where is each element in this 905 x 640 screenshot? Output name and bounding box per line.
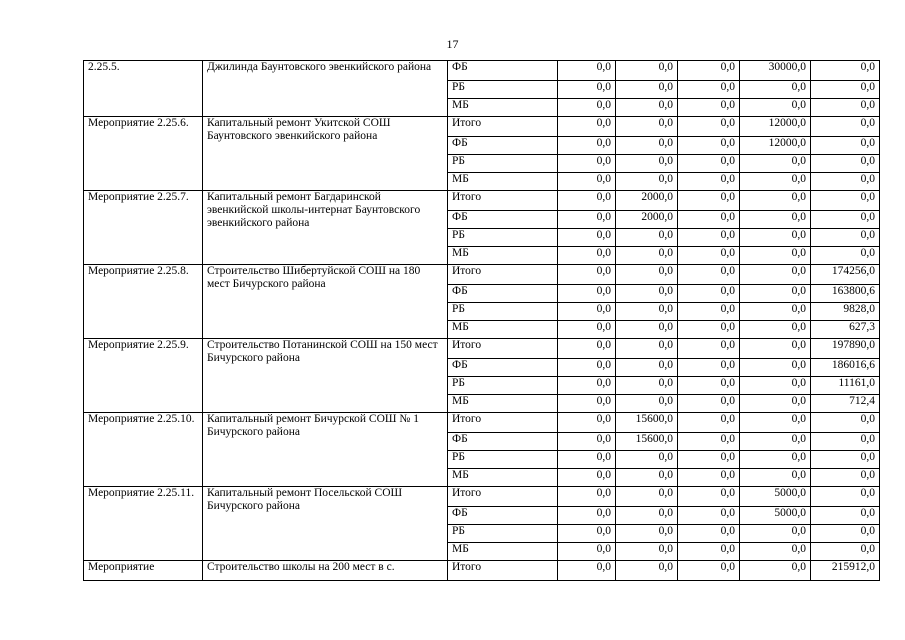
amount-cell: 0,0 bbox=[740, 359, 811, 377]
amount-cell: 0,0 bbox=[558, 117, 616, 137]
table-row bbox=[84, 413, 880, 433]
amount-cell: 0,0 bbox=[740, 339, 811, 359]
amount-cell: 0,0 bbox=[678, 359, 740, 377]
amount-cell: 0,0 bbox=[616, 285, 678, 303]
funding-source: РБ bbox=[448, 81, 558, 99]
amount-cell: 0,0 bbox=[616, 265, 678, 285]
amount-cell: 0,0 bbox=[558, 543, 616, 561]
amount-cell: 0,0 bbox=[558, 303, 616, 321]
amount-cell: 0,0 bbox=[616, 451, 678, 469]
activity-name: Строительство школы на 200 мест в с. bbox=[203, 561, 448, 581]
amount-cell: 0,0 bbox=[558, 507, 616, 525]
amount-cell: 627,3 bbox=[811, 321, 880, 339]
funding-source: МБ bbox=[448, 247, 558, 265]
funding-source: Итого bbox=[448, 487, 558, 507]
activity-code: 2.25.5. bbox=[84, 61, 203, 117]
activity-code: Мероприятие 2.25.11. bbox=[84, 487, 203, 561]
funding-source: МБ bbox=[448, 543, 558, 561]
funding-source: ФБ bbox=[448, 507, 558, 525]
amount-cell: 0,0 bbox=[678, 81, 740, 99]
funding-source: РБ bbox=[448, 229, 558, 247]
activity-name: Капитальный ремонт Багдаринской эвенкийской школы-интернат Баунтовского эвенкийского района bbox=[203, 191, 448, 265]
amount-cell: 0,0 bbox=[616, 61, 678, 81]
amount-cell: 0,0 bbox=[616, 525, 678, 543]
amount-cell: 0,0 bbox=[740, 377, 811, 395]
amount-cell: 186016,6 bbox=[811, 359, 880, 377]
funding-source: МБ bbox=[448, 99, 558, 117]
amount-cell: 0,0 bbox=[678, 561, 740, 581]
amount-cell: 0,0 bbox=[678, 469, 740, 487]
table-body bbox=[84, 61, 880, 581]
table-row bbox=[84, 61, 880, 81]
amount-cell: 0,0 bbox=[616, 117, 678, 137]
funding-source: РБ bbox=[448, 155, 558, 173]
activity-name: Строительство Потанинской СОШ на 150 мест Бичурского района bbox=[203, 339, 448, 413]
amount-cell: 0,0 bbox=[558, 359, 616, 377]
funding-source: Итого bbox=[448, 117, 558, 137]
amount-cell: 0,0 bbox=[616, 359, 678, 377]
funding-source: РБ bbox=[448, 525, 558, 543]
amount-cell: 2000,0 bbox=[616, 211, 678, 229]
amount-cell: 0,0 bbox=[558, 99, 616, 117]
amount-cell: 0,0 bbox=[558, 525, 616, 543]
amount-cell: 0,0 bbox=[616, 395, 678, 413]
table-row bbox=[84, 561, 880, 581]
amount-cell: 0,0 bbox=[740, 543, 811, 561]
amount-cell: 0,0 bbox=[811, 173, 880, 191]
amount-cell: 0,0 bbox=[678, 61, 740, 81]
amount-cell: 0,0 bbox=[558, 137, 616, 155]
amount-cell: 0,0 bbox=[740, 433, 811, 451]
amount-cell: 0,0 bbox=[811, 507, 880, 525]
amount-cell: 0,0 bbox=[678, 377, 740, 395]
funding-source: МБ bbox=[448, 469, 558, 487]
amount-cell: 0,0 bbox=[678, 265, 740, 285]
amount-cell: 0,0 bbox=[616, 247, 678, 265]
activity-name: Капитальный ремонт Укитской СОШ Баунтовского эвенкийского района bbox=[203, 117, 448, 191]
amount-cell: 0,0 bbox=[558, 469, 616, 487]
amount-cell: 0,0 bbox=[558, 451, 616, 469]
amount-cell: 0,0 bbox=[558, 265, 616, 285]
amount-cell: 0,0 bbox=[811, 191, 880, 211]
amount-cell: 11161,0 bbox=[811, 377, 880, 395]
amount-cell: 0,0 bbox=[616, 229, 678, 247]
funding-source: Итого bbox=[448, 413, 558, 433]
amount-cell: 0,0 bbox=[616, 137, 678, 155]
funding-source: Итого bbox=[448, 339, 558, 359]
amount-cell: 0,0 bbox=[740, 451, 811, 469]
activity-name: Капитальный ремонт Посельской СОШ Бичурского района bbox=[203, 487, 448, 561]
amount-cell: 0,0 bbox=[678, 339, 740, 359]
amount-cell: 0,0 bbox=[558, 191, 616, 211]
amount-cell: 0,0 bbox=[740, 469, 811, 487]
amount-cell: 0,0 bbox=[678, 321, 740, 339]
amount-cell: 0,0 bbox=[678, 543, 740, 561]
amount-cell: 197890,0 bbox=[811, 339, 880, 359]
amount-cell: 0,0 bbox=[558, 339, 616, 359]
amount-cell: 0,0 bbox=[740, 229, 811, 247]
amount-cell: 0,0 bbox=[740, 413, 811, 433]
amount-cell: 0,0 bbox=[811, 433, 880, 451]
funding-source: МБ bbox=[448, 173, 558, 191]
amount-cell: 0,0 bbox=[616, 469, 678, 487]
amount-cell: 0,0 bbox=[811, 543, 880, 561]
amount-cell: 0,0 bbox=[811, 137, 880, 155]
amount-cell: 0,0 bbox=[811, 61, 880, 81]
amount-cell: 15600,0 bbox=[616, 433, 678, 451]
funding-source: ФБ bbox=[448, 211, 558, 229]
activity-code: Мероприятие 2.25.10. bbox=[84, 413, 203, 487]
funding-source: РБ bbox=[448, 303, 558, 321]
amount-cell: 712,4 bbox=[811, 395, 880, 413]
activity-name: Строительство Шибертуйской СОШ на 180 мест Бичурского района bbox=[203, 265, 448, 339]
amount-cell: 0,0 bbox=[740, 99, 811, 117]
amount-cell: 0,0 bbox=[678, 155, 740, 173]
funding-source: МБ bbox=[448, 321, 558, 339]
amount-cell: 0,0 bbox=[616, 377, 678, 395]
amount-cell: 0,0 bbox=[678, 229, 740, 247]
amount-cell: 0,0 bbox=[678, 211, 740, 229]
funding-source: Итого bbox=[448, 191, 558, 211]
funding-source: ФБ bbox=[448, 137, 558, 155]
amount-cell: 0,0 bbox=[811, 211, 880, 229]
amount-cell: 0,0 bbox=[740, 81, 811, 99]
table-row bbox=[84, 339, 880, 359]
amount-cell: 0,0 bbox=[811, 469, 880, 487]
amount-cell: 0,0 bbox=[678, 173, 740, 191]
amount-cell: 2000,0 bbox=[616, 191, 678, 211]
activity-name: Джилинда Баунтовского эвенкийского района bbox=[203, 61, 448, 117]
amount-cell: 0,0 bbox=[740, 211, 811, 229]
funding-source: Итого bbox=[448, 265, 558, 285]
amount-cell: 0,0 bbox=[811, 451, 880, 469]
amount-cell: 0,0 bbox=[811, 413, 880, 433]
amount-cell: 0,0 bbox=[616, 81, 678, 99]
amount-cell: 9828,0 bbox=[811, 303, 880, 321]
amount-cell: 0,0 bbox=[616, 543, 678, 561]
table-row bbox=[84, 191, 880, 211]
amount-cell: 0,0 bbox=[616, 173, 678, 191]
amount-cell: 0,0 bbox=[558, 229, 616, 247]
funding-source: ФБ bbox=[448, 359, 558, 377]
amount-cell: 0,0 bbox=[811, 81, 880, 99]
amount-cell: 174256,0 bbox=[811, 265, 880, 285]
funding-source: ФБ bbox=[448, 285, 558, 303]
amount-cell: 0,0 bbox=[678, 285, 740, 303]
amount-cell: 30000,0 bbox=[740, 61, 811, 81]
amount-cell: 0,0 bbox=[678, 487, 740, 507]
amount-cell: 0,0 bbox=[558, 81, 616, 99]
amount-cell: 0,0 bbox=[558, 413, 616, 433]
funding-source: ФБ bbox=[448, 433, 558, 451]
table-row bbox=[84, 265, 880, 285]
amount-cell: 0,0 bbox=[811, 247, 880, 265]
amount-cell: 5000,0 bbox=[740, 507, 811, 525]
amount-cell: 0,0 bbox=[678, 137, 740, 155]
amount-cell: 0,0 bbox=[616, 99, 678, 117]
amount-cell: 5000,0 bbox=[740, 487, 811, 507]
amount-cell: 0,0 bbox=[811, 117, 880, 137]
amount-cell: 0,0 bbox=[740, 561, 811, 581]
amount-cell: 0,0 bbox=[678, 99, 740, 117]
amount-cell: 0,0 bbox=[558, 285, 616, 303]
amount-cell: 0,0 bbox=[558, 433, 616, 451]
amount-cell: 0,0 bbox=[558, 377, 616, 395]
amount-cell: 0,0 bbox=[811, 99, 880, 117]
amount-cell: 0,0 bbox=[811, 229, 880, 247]
amount-cell: 0,0 bbox=[616, 321, 678, 339]
activity-code: Мероприятие 2.25.6. bbox=[84, 117, 203, 191]
activity-code: Мероприятие 2.25.8. bbox=[84, 265, 203, 339]
amount-cell: 0,0 bbox=[558, 61, 616, 81]
amount-cell: 0,0 bbox=[740, 191, 811, 211]
amount-cell: 0,0 bbox=[558, 561, 616, 581]
activity-code: Мероприятие 2.25.9. bbox=[84, 339, 203, 413]
budget-table bbox=[83, 60, 880, 581]
amount-cell: 0,0 bbox=[558, 487, 616, 507]
amount-cell: 0,0 bbox=[678, 525, 740, 543]
amount-cell: 0,0 bbox=[740, 525, 811, 543]
amount-cell: 0,0 bbox=[678, 303, 740, 321]
table-row bbox=[84, 117, 880, 137]
amount-cell: 0,0 bbox=[558, 173, 616, 191]
amount-cell: 0,0 bbox=[678, 433, 740, 451]
amount-cell: 0,0 bbox=[740, 173, 811, 191]
amount-cell: 12000,0 bbox=[740, 117, 811, 137]
amount-cell: 0,0 bbox=[678, 413, 740, 433]
activity-code: Мероприятие 2.25.7. bbox=[84, 191, 203, 265]
amount-cell: 0,0 bbox=[558, 211, 616, 229]
amount-cell: 0,0 bbox=[811, 487, 880, 507]
funding-source: МБ bbox=[448, 395, 558, 413]
amount-cell: 0,0 bbox=[558, 247, 616, 265]
amount-cell: 0,0 bbox=[558, 321, 616, 339]
amount-cell: 0,0 bbox=[616, 155, 678, 173]
amount-cell: 0,0 bbox=[616, 303, 678, 321]
funding-source: РБ bbox=[448, 451, 558, 469]
amount-cell: 0,0 bbox=[811, 155, 880, 173]
amount-cell: 12000,0 bbox=[740, 137, 811, 155]
amount-cell: 0,0 bbox=[678, 117, 740, 137]
amount-cell: 0,0 bbox=[678, 395, 740, 413]
amount-cell: 15600,0 bbox=[616, 413, 678, 433]
amount-cell: 0,0 bbox=[678, 507, 740, 525]
table-row bbox=[84, 487, 880, 507]
amount-cell: 163800,6 bbox=[811, 285, 880, 303]
amount-cell: 0,0 bbox=[740, 265, 811, 285]
amount-cell: 0,0 bbox=[740, 155, 811, 173]
amount-cell: 0,0 bbox=[678, 247, 740, 265]
amount-cell: 0,0 bbox=[740, 395, 811, 413]
amount-cell: 0,0 bbox=[616, 507, 678, 525]
amount-cell: 0,0 bbox=[616, 561, 678, 581]
amount-cell: 0,0 bbox=[740, 247, 811, 265]
amount-cell: 0,0 bbox=[740, 303, 811, 321]
activity-name: Капитальный ремонт Бичурской СОШ № 1 Бичурского района bbox=[203, 413, 448, 487]
amount-cell: 215912,0 bbox=[811, 561, 880, 581]
amount-cell: 0,0 bbox=[740, 285, 811, 303]
amount-cell: 0,0 bbox=[558, 395, 616, 413]
funding-source: ФБ bbox=[448, 61, 558, 81]
funding-source: РБ bbox=[448, 377, 558, 395]
amount-cell: 0,0 bbox=[811, 525, 880, 543]
activity-code: Мероприятие bbox=[84, 561, 203, 581]
amount-cell: 0,0 bbox=[616, 487, 678, 507]
amount-cell: 0,0 bbox=[678, 451, 740, 469]
funding-source: Итого bbox=[448, 561, 558, 581]
amount-cell: 0,0 bbox=[678, 191, 740, 211]
amount-cell: 0,0 bbox=[616, 339, 678, 359]
page-number: 17 bbox=[446, 37, 459, 51]
amount-cell: 0,0 bbox=[558, 155, 616, 173]
amount-cell: 0,0 bbox=[740, 321, 811, 339]
